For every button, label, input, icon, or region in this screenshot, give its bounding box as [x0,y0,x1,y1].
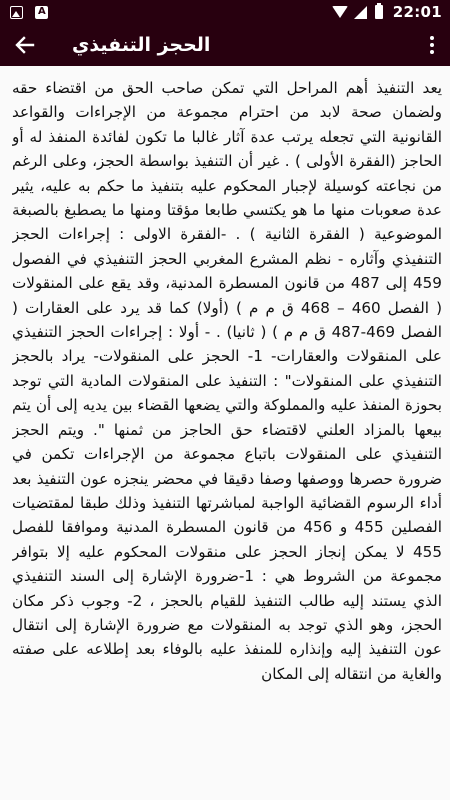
battery-icon [375,5,383,19]
notification-area [10,6,48,19]
article-body: يعد التنفيذ أهم المراحل التي تمكن صاحب الحق من اقتضاء حقه ولضمان صحة لابد من احترام مجموعة من الإجراءات والقواعد القانونية التي تجعله يرتب عدة آثار غالبا ما تكون لفائدة المنفذ له أو الحاجز (الفقرة الأولى ) . غير أن التنفيذ بواسطة الحجز، وعلى الرغم من نجاعته كوسيلة لإجبار المحكوم عليه بتنفيذ ما حكم به عليه، يثير عدة صعوبات منها ما هو يكتسي طابعا مؤقتا ومنها ما يصطبغ بالصبغة الموضوعية ( الفقرة الثانية ) . -الفقرة الاولى : إجراءات الحجز التنفيذي وآثاره - نظم المشرع المغربي الحجز التنفيذي في الفصول 459 إلى 487 من قانون المسطرة المدنية، وقد يقع على المنقولات ( الفصل 460 – 468 ق م م ) (أولا) كما قد يرد على العقارات ( الفصل 469-487 ق م م ) ( ثانيا) . - أولا : إجراءات الحجز التنفيذي على المنقولات والعقارات- 1- الحجز على المنقولات- يراد بالحجز التنفيذي على المنقولات" : التنفيذ على المنقولات المادية التي توجد بحوزة المنفذ عليه والمملوكة والتي يضعها القضاء بين يديه إلى أن يتم بيعها بالمزاد العلني لاقتضاء حق الحاجز من ثمنها ". ويتم الحجز التنفيذي على المنقولات باتباع مجموعة من الإجراءات تكمن في ضرورة حصرها ووصفها وصفا دقيقا في محضر ينجزه عون التنفيذ بعد أداء الرسوم القضائية الواجبة لمباشرتها التنفيذ وذلك طبقا لمقتضيات الفصلين 455 و 456 من قانون المسطرة المدنية وموافقا للفصل 455 لا يمكن إنجاز الحجز على منقولات المحكوم عليه إلا بتوافر مجموعة من الشروط هي : 1-ضرورة الإشارة إلى السند التنفيذي الذي يستند إليه طالب التنفيذ للقيام بالحجز ، 2- وجوب ذكر مكان الحجز، وهو الذي توجد به المنقولات مع ضرورة الإشارة إلى انتقال عون التنفيذ إليه وإنذاره للمنفذ عليه بالوفاء بعد إطلاعه على صفته والغاية من انتقاله إلى المكان [12,79,442,683]
signal-icon [354,6,367,19]
article-content[interactable] [12,76,442,741]
image-icon [10,6,23,19]
overflow-menu-icon [430,36,434,40]
status-time: 22:01 [392,3,442,21]
wifi-icon [332,6,348,18]
system-indicators [332,3,442,21]
back-button[interactable] [0,24,50,66]
status-bar [0,0,450,24]
overflow-menu-button[interactable] [420,24,444,66]
app-bar [0,24,450,66]
page-title: الحجز التنفيذي [72,34,211,56]
text-app-icon: A [35,6,48,19]
arrow-left-icon [15,35,35,55]
bottom-blank-area [0,741,450,800]
